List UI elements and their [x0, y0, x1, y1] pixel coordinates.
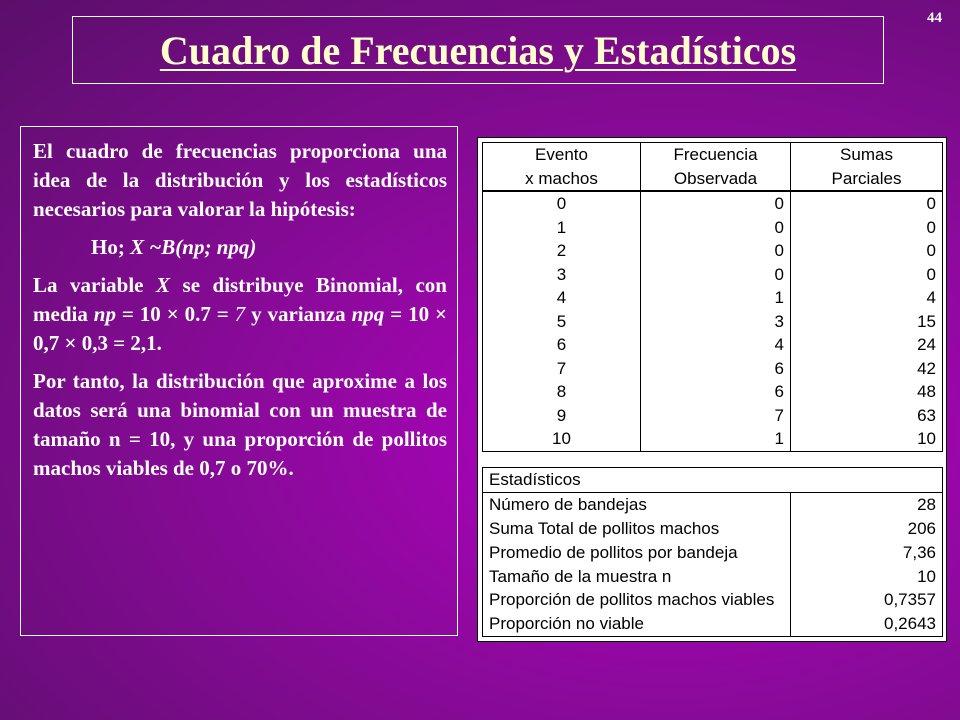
statistics-header: Estadísticos [483, 468, 943, 493]
slide-number: 44 [927, 10, 942, 26]
table-row [483, 404, 943, 428]
partial-sum-cell: 24 [791, 333, 943, 357]
table-row [483, 216, 943, 240]
frequency-cell: 0 [641, 239, 791, 263]
statistic-label: Proporción no viable [483, 612, 791, 636]
table-row [483, 380, 943, 404]
statistic-label: Proporción de pollitos machos viables [483, 588, 791, 612]
header-frecuencia: Frecuencia [641, 143, 791, 167]
statistic-value: 0,2643 [791, 612, 943, 636]
variable-x: X [156, 273, 171, 297]
statistic-label: Suma Total de pollitos machos [483, 517, 791, 541]
statistics-row [483, 540, 943, 564]
text-run: = 10 × 0,7 × 0,3 = 2,1. [33, 302, 448, 355]
statistic-value: 7,36 [791, 540, 943, 564]
table-row [483, 191, 943, 216]
statistic-value: 206 [791, 517, 943, 541]
partial-sum-cell: 63 [791, 404, 943, 428]
statistics-table [482, 467, 943, 637]
event-cell: 9 [483, 404, 641, 428]
header-evento: Evento [483, 143, 641, 167]
table-row [483, 286, 943, 310]
frequency-cell: 6 [641, 380, 791, 404]
table-row [483, 427, 943, 451]
header-sumas: Sumas [791, 143, 943, 167]
data-table-panel [477, 137, 947, 642]
statistics-row [483, 564, 943, 588]
statistics-table-body [483, 468, 943, 637]
partial-sum-cell: 48 [791, 380, 943, 404]
mean-value: 7 [234, 302, 246, 326]
statistic-label: Tamaño de la muestra n [483, 564, 791, 588]
event-cell: 6 [483, 333, 641, 357]
table-row [483, 239, 943, 263]
partial-sum-cell: 0 [791, 216, 943, 240]
partial-sum-cell: 42 [791, 357, 943, 381]
table-row [483, 310, 943, 334]
frequency-cell: 6 [641, 357, 791, 381]
event-cell: 5 [483, 310, 641, 334]
frequency-cell: 3 [641, 310, 791, 334]
frequency-cell: 0 [641, 263, 791, 287]
partial-sum-cell: 4 [791, 286, 943, 310]
partial-sum-cell: 0 [791, 239, 943, 263]
statistic-label: Número de bandejas [483, 492, 791, 516]
frequency-header-row-1 [483, 143, 943, 167]
title-box [72, 16, 884, 84]
frequency-cell: 0 [641, 191, 791, 216]
statistics-row [483, 612, 943, 636]
statistics-row [483, 517, 943, 541]
hypothesis-formula: X ~B(np; npq) [130, 235, 257, 259]
partial-sum-cell: 0 [791, 263, 943, 287]
text-run: se distribuye Binomial, con media [33, 273, 447, 326]
event-cell: 7 [483, 357, 641, 381]
symbol-npq: npq [351, 302, 385, 326]
event-cell: 2 [483, 239, 641, 263]
partial-sum-cell: 15 [791, 310, 943, 334]
page-title: Cuadro de Frecuencias y Estadísticos [159, 27, 797, 73]
statistics-row [483, 492, 943, 516]
hypothesis-line [33, 233, 447, 262]
statistic-value: 0,7357 [791, 588, 943, 612]
table-row [483, 333, 943, 357]
hypothesis-prefix: Ho; [91, 235, 131, 259]
explanation-text-box [20, 126, 458, 636]
statistics-header-row [483, 468, 943, 493]
frequency-cell: 1 [641, 427, 791, 451]
table-row [483, 263, 943, 287]
header-parciales: Parciales [791, 167, 943, 192]
frequency-cell: 7 [641, 404, 791, 428]
text-run: = 10 × 0.7 = [115, 302, 235, 326]
table-row [483, 357, 943, 381]
frequency-table-body [483, 191, 943, 451]
text-run: La variable [33, 273, 157, 297]
header-x-machos: x machos [483, 167, 641, 192]
partial-sum-cell: 0 [791, 191, 943, 216]
frequency-header-row-2 [483, 167, 943, 192]
paragraph-intro: El cuadro de frecuencias proporciona una idea de la distribución y los estadísticos necesarios para valorar la hipótesis: [33, 139, 447, 221]
statistics-row [483, 588, 943, 612]
statistic-label: Promedio de pollitos por bandeja [483, 540, 791, 564]
paragraph-conclusion: Por tanto, la distribución que aproxime a los datos será una binomial con un muestra de tamaño n = 10, y una proporción de pollitos machos viables de 0,7 o 70%. [33, 369, 447, 480]
symbol-np: np [93, 302, 116, 326]
event-cell: 4 [483, 286, 641, 310]
statistic-value: 28 [791, 492, 943, 516]
frequency-cell: 0 [641, 216, 791, 240]
event-cell: 0 [483, 191, 641, 216]
text-run: y varianza [245, 302, 352, 326]
frequency-cell: 1 [641, 286, 791, 310]
event-cell: 10 [483, 427, 641, 451]
paragraph-distribution [33, 271, 447, 358]
partial-sum-cell: 10 [791, 427, 943, 451]
event-cell: 3 [483, 263, 641, 287]
event-cell: 8 [483, 380, 641, 404]
statistic-value: 10 [791, 564, 943, 588]
header-observada: Observada [641, 167, 791, 192]
event-cell: 1 [483, 216, 641, 240]
frequency-cell: 4 [641, 333, 791, 357]
frequency-table [482, 142, 943, 452]
